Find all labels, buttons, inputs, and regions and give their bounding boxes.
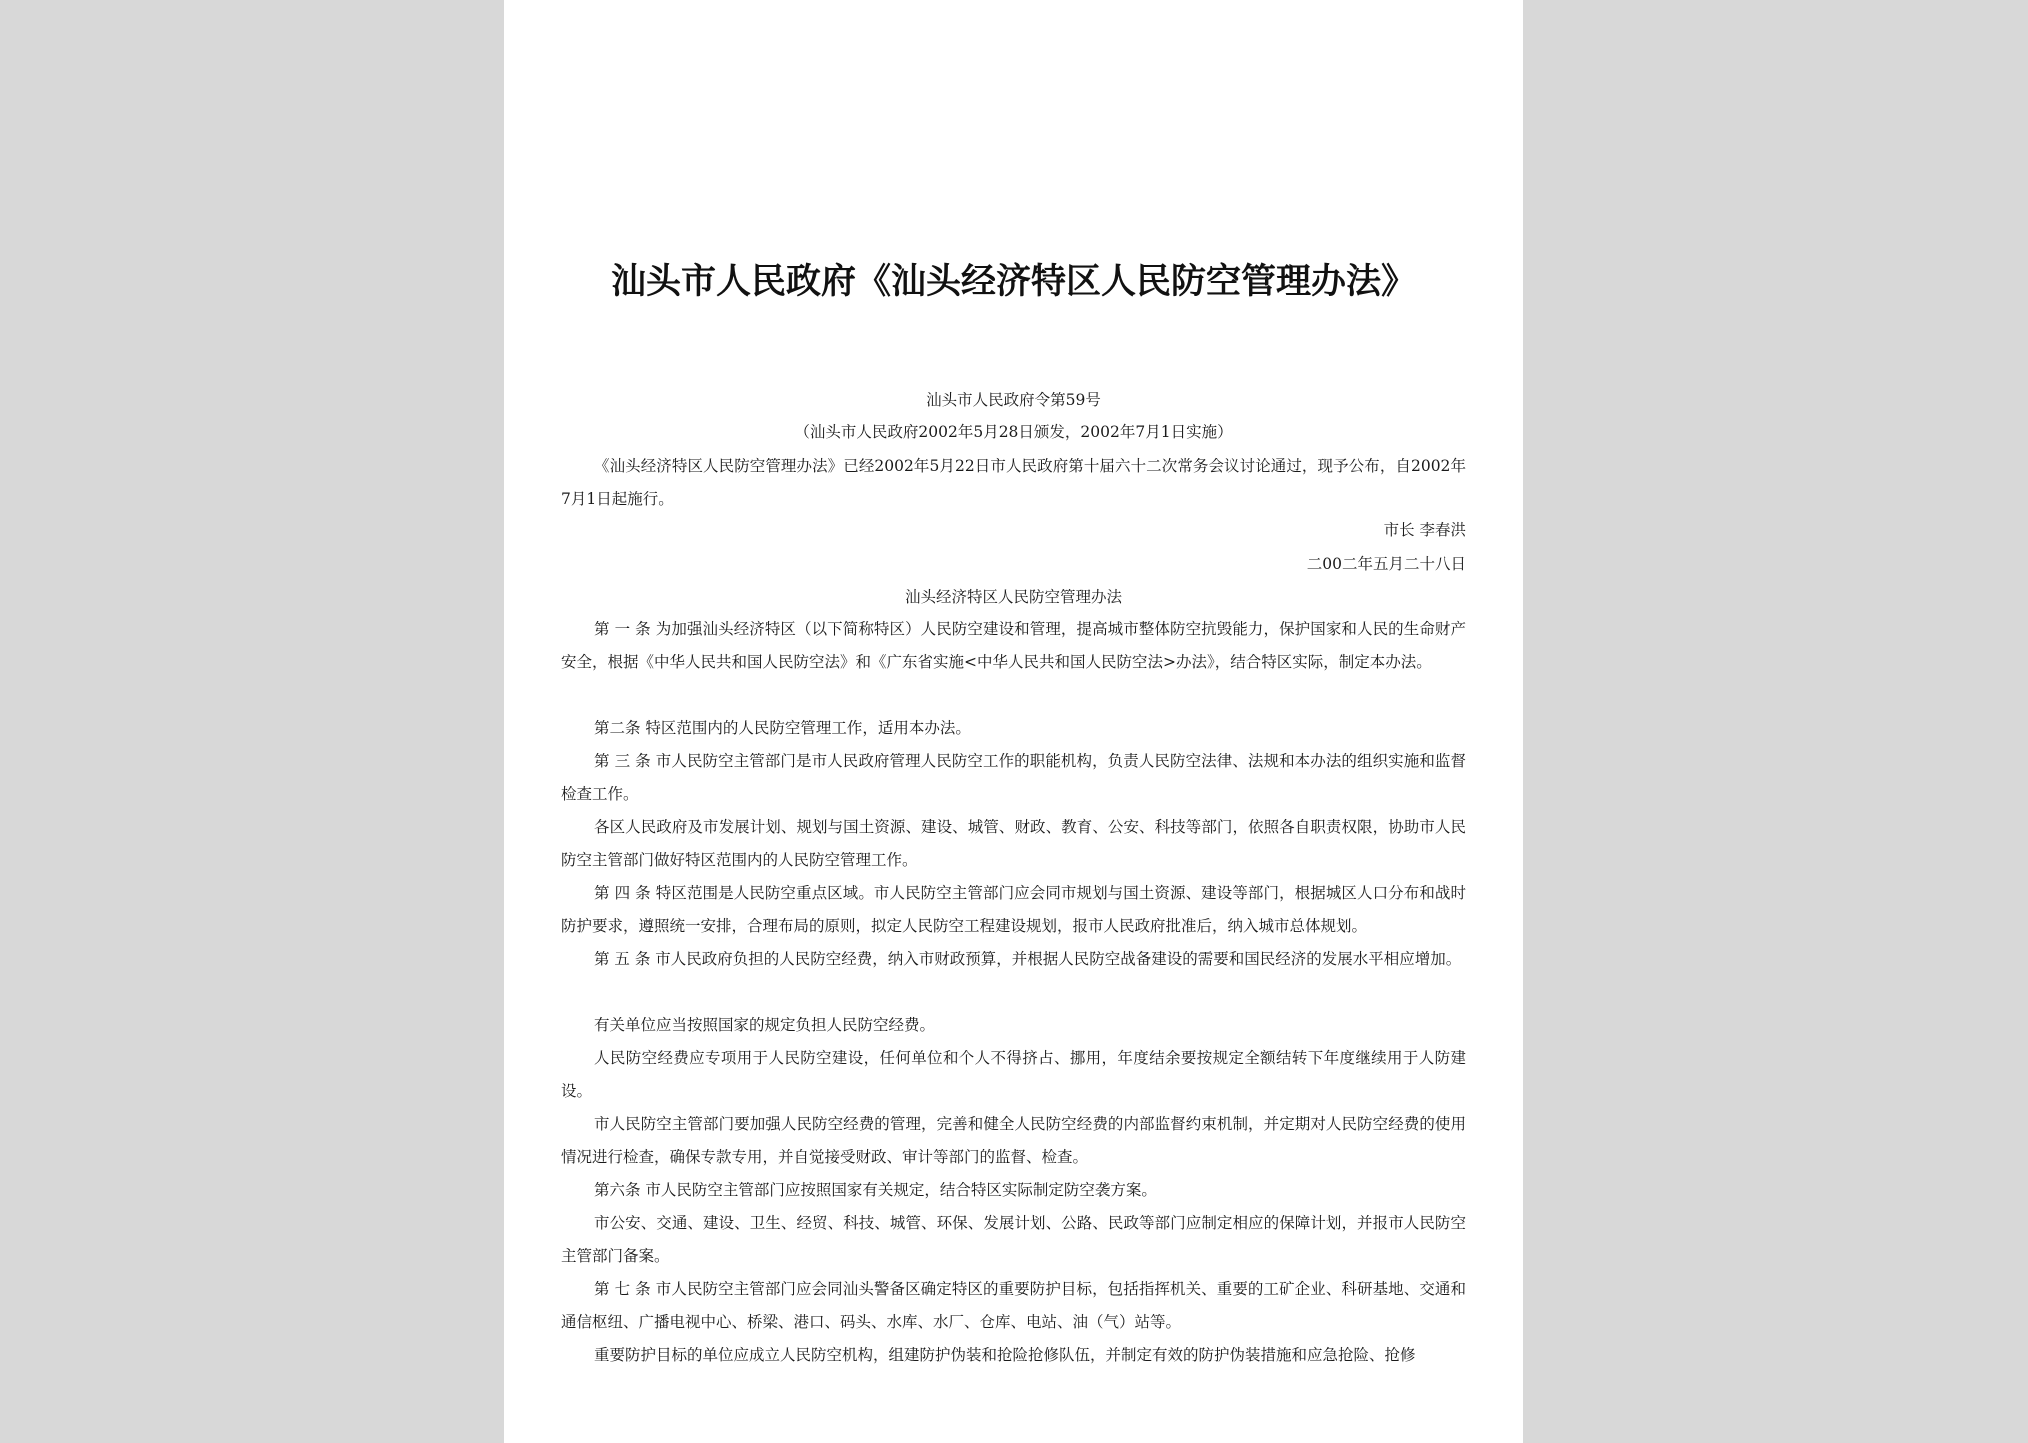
article-5-para-2: 有关单位应当按照国家的规定负担人民防空经费。 <box>594 1016 936 1034</box>
article-1: 第 一 条 为加强汕头经济特区（以下简称特区）人民防空建设和管理，提高城市整体防空抗毁能力，保护国家和人民的生命财产安全，根据《中华人民共和国人民防空法》和《广东省实施<中华人民共和国人民防空法>办法》，结合特区实际，制定本办法。 <box>561 620 1466 671</box>
intro-paragraph: 《汕头经济特区人民防空管理办法》已经2002年5月22日市人民政府第十届六十二次常务会议讨论通过，现予公布，自2002年7月1日起施行。 <box>561 457 1466 508</box>
article-5-para-4: 市人民防空主管部门要加强人民防空经费的管理，完善和健全人民防空经费的内部监督约束机制，并定期对人民防空经费的使用情况进行检查，确保专款专用，并自觉接受财政、审计等部门的监督、检查。 <box>561 1115 1466 1166</box>
article-3-para-2: 各区人民政府及市发展计划、规划与国土资源、建设、城管、财政、教育、公安、科技等部门，依照各自职责权限，协助市人民防空主管部门做好特区范围内的人民防空管理工作。 <box>561 818 1466 869</box>
article-6: 第六条 市人民防空主管部门应按照国家有关规定，结合特区实际制定防空袭方案。 <box>594 1181 1157 1199</box>
article-4: 第 四 条 特区范围是人民防空重点区域。市人民防空主管部门应会同市规划与国土资源、建设等部门，根据城区人口分布和战时防护要求，遵照统一安排，合理布局的原则，拟定人民防空工程建设规划，报市人民政府批准后，纳入城市总体规划。 <box>561 884 1466 935</box>
signing-date: 二00二年五月二十八日 <box>1306 555 1466 573</box>
article-6-para-2: 市公安、交通、建设、卫生、经贸、科技、城管、环保、发展计划、公路、民政等部门应制定相应的保障计划，并报市人民防空主管部门备案。 <box>561 1214 1466 1265</box>
article-5: 第 五 条 市人民政府负担的人民防空经费，纳入市财政预算，并根据人民防空战备建设的需要和国民经济的发展水平相应增加。 <box>594 950 1462 968</box>
article-5-para-3: 人民防空经费应专项用于人民防空建设，任何单位和个人不得挤占、挪用，年度结余要按规定全额结转下年度继续用于人防建设。 <box>561 1049 1466 1100</box>
document-title: 汕头市人民政府《汕头经济特区人民防空管理办法》 <box>610 262 1416 302</box>
signature: 市长 李春洪 <box>1383 521 1466 539</box>
article-2: 第二条 特区范围内的人民防空管理工作，适用本办法。 <box>594 719 971 737</box>
article-7: 第 七 条 市人民防空主管部门应会同汕头警备区确定特区的重要防护目标，包括指挥机关、重要的工矿企业、科研基地、交通和通信枢纽、广播电视中心、桥梁、港口、码头、水库、水厂、仓库、电站、油（气）站等。 <box>561 1280 1466 1331</box>
issue-note: （汕头市人民政府2002年5月28日颁发，2002年7月1日实施） <box>794 423 1233 441</box>
document-subtitle: 汕头经济特区人民防空管理办法 <box>904 588 1122 606</box>
article-3: 第 三 条 市人民防空主管部门是市人民政府管理人民防空工作的职能机构，负责人民防空法律、法规和本办法的组织实施和监督检查工作。 <box>561 752 1466 803</box>
order-number: 汕头市人民政府令第59号 <box>926 391 1101 409</box>
article-7-para-2: 重要防护目标的单位应成立人民防空机构，组建防护伪装和抢险抢修队伍，并制定有效的防护伪装措施和应急抢险、抢修 <box>594 1346 1416 1364</box>
document-page <box>504 0 1523 1443</box>
